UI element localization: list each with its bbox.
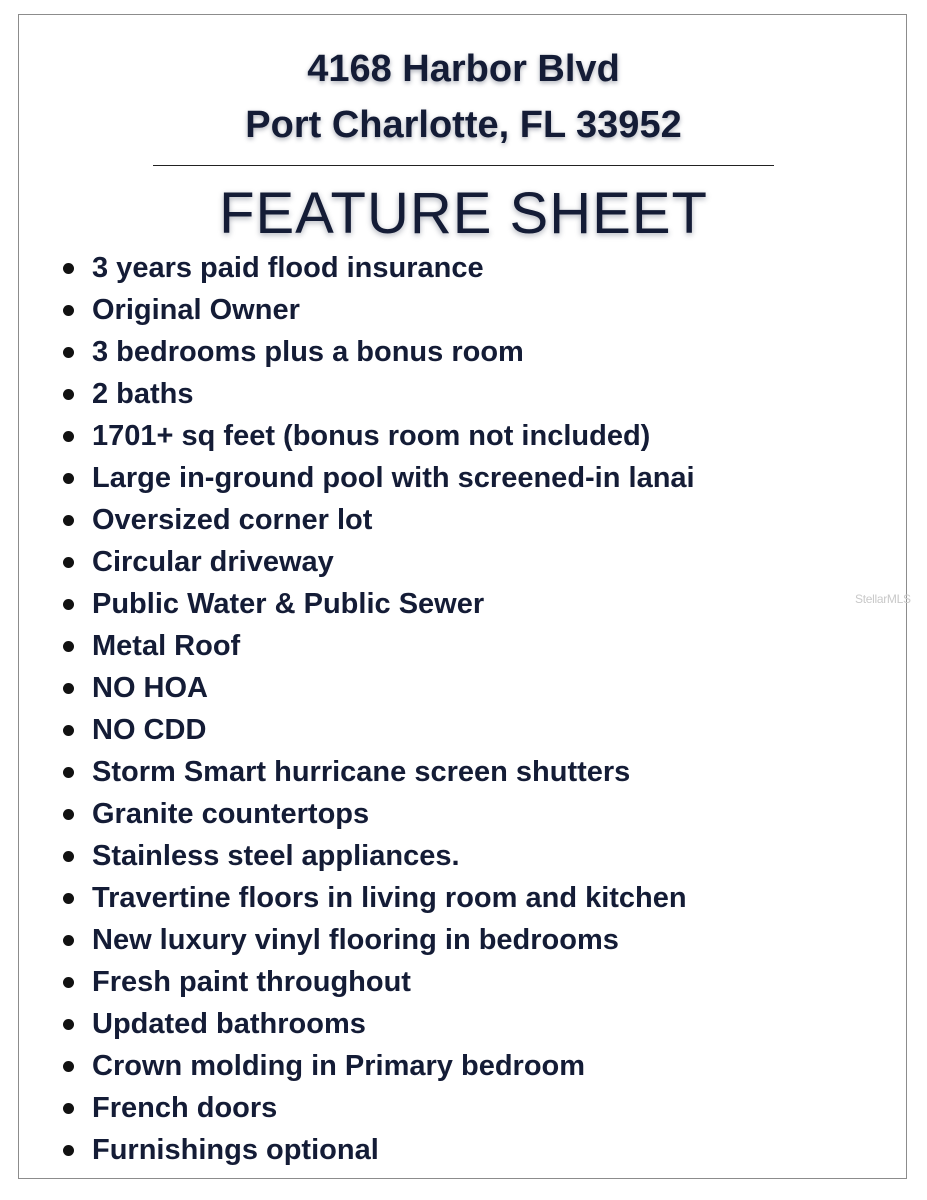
feature-text: Furnishings optional	[92, 1134, 379, 1166]
feature-text: NO CDD	[92, 714, 207, 746]
feature-item	[58, 499, 838, 541]
feature-item	[58, 415, 838, 457]
feature-text: Travertine floors in living room and kitchen	[92, 882, 687, 914]
feature-item	[58, 751, 838, 793]
watermark: StellarMLS	[855, 592, 911, 606]
feature-item	[58, 919, 838, 961]
bullet-icon	[63, 767, 74, 778]
feature-text: Public Water & Public Sewer	[92, 588, 485, 620]
feature-text: Circular driveway	[92, 546, 334, 578]
feature-text: NO HOA	[92, 672, 208, 704]
feature-item	[58, 625, 838, 667]
header-divider	[153, 165, 774, 166]
address-line-1: 4168 Harbor Blvd	[307, 48, 620, 90]
feature-item	[58, 247, 838, 289]
bullet-icon	[63, 725, 74, 736]
feature-item	[58, 667, 838, 709]
feature-item	[58, 835, 838, 877]
feature-item	[58, 1129, 838, 1171]
feature-text: Original Owner	[92, 294, 300, 326]
feature-text: 3 years paid flood insurance	[92, 252, 484, 284]
address-line-2: Port Charlotte, FL 33952	[245, 104, 682, 146]
feature-text: French doors	[92, 1092, 278, 1124]
bullet-icon	[63, 473, 74, 484]
bullet-icon	[63, 599, 74, 610]
page-title: FEATURE SHEET	[219, 181, 708, 246]
feature-item	[58, 541, 838, 583]
bullet-icon	[63, 851, 74, 862]
bullet-icon	[63, 641, 74, 652]
feature-text: New luxury vinyl flooring in bedrooms	[92, 924, 619, 956]
feature-item	[58, 709, 838, 751]
feature-item	[58, 457, 838, 499]
feature-item	[58, 373, 838, 415]
feature-item	[58, 583, 838, 625]
feature-text: 2 baths	[92, 378, 194, 410]
bullet-icon	[63, 305, 74, 316]
feature-text: Oversized corner lot	[92, 504, 373, 536]
feature-text: Granite countertops	[92, 798, 370, 830]
feature-text: Fresh paint throughout	[92, 966, 411, 998]
bullet-icon	[63, 809, 74, 820]
feature-text: Metal Roof	[92, 630, 241, 662]
bullet-icon	[63, 1145, 74, 1156]
bullet-icon	[63, 431, 74, 442]
feature-item	[58, 961, 838, 1003]
feature-text: Storm Smart hurricane screen shutters	[92, 756, 631, 788]
feature-item	[58, 1045, 838, 1087]
feature-text: Crown molding in Primary bedroom	[92, 1050, 586, 1082]
feature-text: 3 bedrooms plus a bonus room	[92, 336, 524, 368]
bullet-icon	[63, 1103, 74, 1114]
bullet-icon	[63, 683, 74, 694]
bullet-icon	[63, 557, 74, 568]
feature-text: Updated bathrooms	[92, 1008, 366, 1040]
feature-list	[58, 247, 838, 1171]
bullet-icon	[63, 977, 74, 988]
feature-text: Large in-ground pool with screened-in lanai	[92, 462, 695, 494]
bullet-icon	[63, 1019, 74, 1030]
feature-item	[58, 793, 838, 835]
feature-item	[58, 1003, 838, 1045]
bullet-icon	[63, 263, 74, 274]
feature-item	[58, 877, 838, 919]
feature-text: Stainless steel appliances.	[92, 840, 460, 872]
bullet-icon	[63, 935, 74, 946]
bullet-icon	[63, 347, 74, 358]
feature-item	[58, 331, 838, 373]
bullet-icon	[63, 893, 74, 904]
feature-text: 1701+ sq feet (bonus room not included)	[92, 420, 651, 452]
feature-item	[58, 1087, 838, 1129]
bullet-icon	[63, 1061, 74, 1072]
feature-item	[58, 289, 838, 331]
bullet-icon	[63, 389, 74, 400]
bullet-icon	[63, 515, 74, 526]
